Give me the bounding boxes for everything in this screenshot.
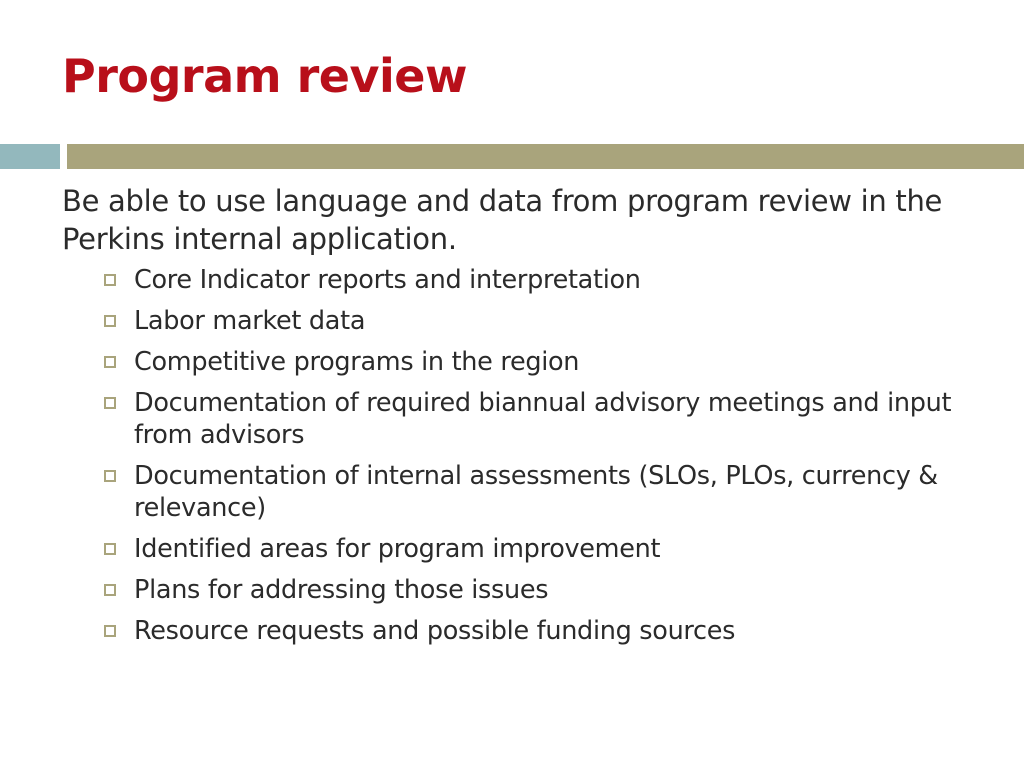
- slide-title: Program review: [62, 49, 467, 103]
- bullet-text: Competitive programs in the region: [134, 347, 580, 377]
- hollow-square-bullet-icon: [104, 625, 116, 637]
- list-item: [102, 460, 982, 524]
- bullet-text: Identified areas for program improvement: [134, 534, 661, 564]
- accent-bar-left: [0, 144, 60, 169]
- list-item: [102, 346, 982, 378]
- hollow-square-bullet-icon: [104, 397, 116, 409]
- bullet-text: Core Indicator reports and interpretation: [134, 265, 641, 295]
- bullet-text: Documentation of internal assessments (SLOs, PLOs, currency & relevance): [134, 461, 938, 523]
- lead-paragraph: Be able to use language and data from program review in the Perkins internal application.: [62, 184, 943, 256]
- list-item: [102, 264, 982, 296]
- bullet-text: Plans for addressing those issues: [134, 575, 549, 605]
- list-item: [102, 533, 982, 565]
- hollow-square-bullet-icon: [104, 584, 116, 596]
- accent-bar-right: [67, 144, 1024, 169]
- bullet-text: Resource requests and possible funding sources: [134, 616, 736, 646]
- hollow-square-bullet-icon: [104, 470, 116, 482]
- bullet-text: Labor market data: [134, 306, 366, 336]
- hollow-square-bullet-icon: [104, 274, 116, 286]
- slide-body: [62, 182, 982, 656]
- list-item: [102, 615, 982, 647]
- hollow-square-bullet-icon: [104, 356, 116, 368]
- list-item: [102, 574, 982, 606]
- list-item: [102, 387, 982, 451]
- list-item: [102, 305, 982, 337]
- hollow-square-bullet-icon: [104, 543, 116, 555]
- bullet-list: [62, 264, 982, 647]
- bullet-text: Documentation of required biannual advisory meetings and input from advisors: [134, 388, 952, 450]
- hollow-square-bullet-icon: [104, 315, 116, 327]
